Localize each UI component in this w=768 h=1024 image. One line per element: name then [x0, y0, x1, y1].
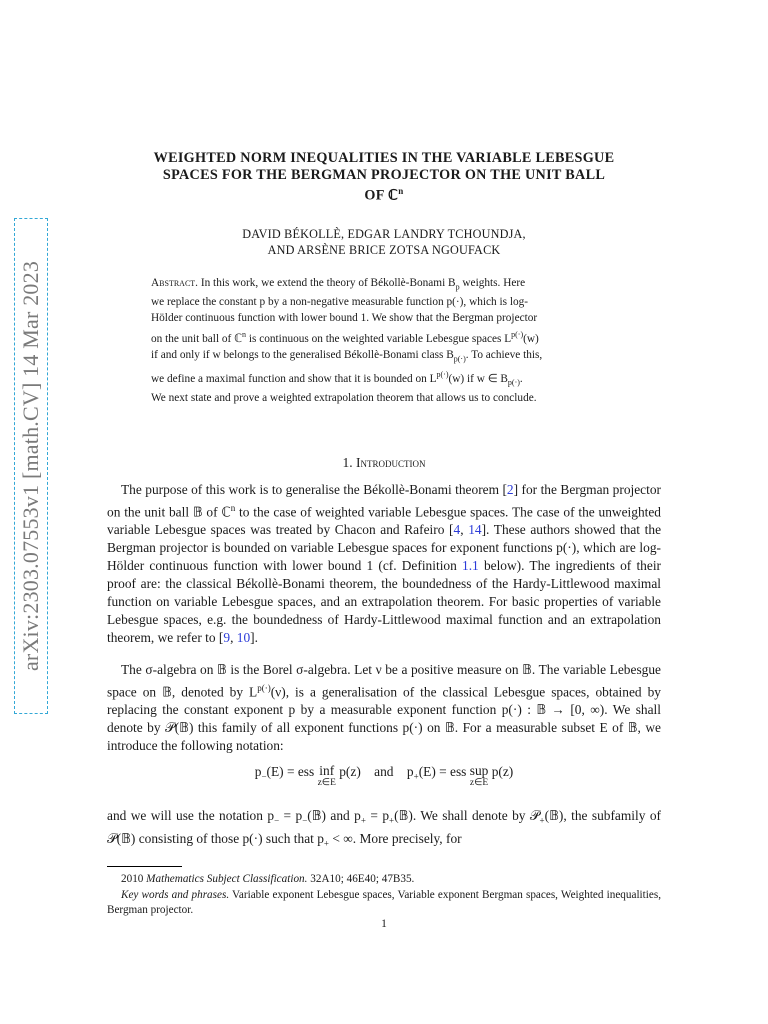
section-heading-introduction: 1. Introduction — [342, 455, 426, 470]
paragraph-3: and we will use the notation $p_-$ = $p_-(𝔹)$ and $p_+$ = $p_+(𝔹)$. We shall denote by 𝒫$_+$(𝔹), the subfamily of 𝒫(𝔹) consisting of those p(·) such that $p_+$ < ∞. More precisely, for — [107, 808, 661, 849]
title-line-2: SPACES FOR THE BERGMAN PROJECTOR ON THE UNIT BALL — [162, 166, 606, 183]
footnote-keywords: Key words and phrases. Variable exponent Lebesgue spaces, Variable exponent Bergman spaces, Weighted inequalities, Bergman projector. — [107, 888, 661, 916]
arxiv-identifier-box[interactable] — [14, 218, 48, 714]
citation-link[interactable]: 2 — [506, 482, 514, 497]
abstract-label: Abstract. — [151, 277, 198, 289]
abstract: Abstract. In this work, we extend the theory of Békollè-Bonami $B_p$ weights. Here we replace the constant p by a non-negative measurable function p(·), which is log- Hölder continuous function with lower bound 1. We show that the Bergman projector on the unit ball of ℂ$^n$ is continuous on the weighted variable Lebesgue spaces $L^{p(\cdot)}(w)$ if and only if w belongs to the generalised Békollè-Bonami class $B_{p(\cdot)}$. To achieve this, we define a maximal function and show that it is bounded on $L^{p(\cdot)}(w)$ if w ∈ $B_{p(\cdot)}$. We next state and prove a weighted extrapolation theorem that allows us to conclude. — [151, 277, 543, 404]
definition-link[interactable]: 1.1 — [462, 558, 479, 574]
citation-link[interactable]: 10 — [236, 630, 251, 646]
paragraph-1: The purpose of this work is to generalise the Békollè-Bonami theorem [2] for the Bergman projector on the unit ball 𝔹 of ℂ$^n$ to the case of weighted variable Lebesgue spaces. The case of the unweighted variable Lebesgue spaces was treated by Chacon and Rafeiro [4, 14]. These authors showed that the Bergman projector is bounded on variable Lebesgue spaces for exponent functions p(·), which are log-Hölder continuous function with lower bound 1 (cf. Definition 1.1 below). The ingredients of their proof are: the classical Békollè-Bonami theorem, the boundedness of the Hardy-Littlewood maximal function on variable Lebesgue spaces, and an extrapolation theorem. For basic properties of variable Lebesgue spaces, e.g. the boundedness of Hardy-Littlewood maximal function and an extrapolation theorem, we refer to [9, 10]. — [107, 482, 662, 646]
title-line-1: WEIGHTED NORM INEQUALITIES IN THE VARIABLE LEBESGUE — [153, 150, 615, 166]
display-equation: $p_-(E)$ = ess inf z∈E p(z) and $p_+(E)$ = ess sup z∈E p(z) — [254, 763, 514, 788]
paper-title — [100, 150, 668, 204]
citation-link[interactable]: 4 — [453, 522, 461, 538]
authors-line-1: DAVID BÉKOLLÈ, EDGAR LANDRY TCHOUNDJA, — [242, 227, 526, 241]
page-number: 1 — [381, 918, 387, 930]
title-line-3: OF ℂ$^n$ — [364, 186, 404, 204]
paragraph-2: The σ-algebra on 𝔹 is the Borel σ-algebra. Let ν be a positive measure on 𝔹. The variable Lebesgue space on 𝔹, denoted by $L^{p(\cdot)}(\nu)$, is a generalisation of the classical Lebesgue spaces, obtained by replacing the constant exponent p by a measurable exponent function p(·) : 𝔹 → [0, ∞). We shall denote by 𝒫(𝔹) this family of all exponent functions p(·) on 𝔹. For a measurable subset E of 𝔹, we introduce the following notation: — [107, 662, 661, 754]
authors-line-2: AND ARSÈNE BRICE ZOTSA NGOUFACK — [267, 242, 501, 257]
arxiv-identifier: arXiv:2303.07553v1 [math.CV] 14 Mar 2023 — [18, 260, 43, 672]
citation-link[interactable]: 14 — [468, 522, 482, 538]
footnote-rule — [107, 866, 182, 867]
citation-link[interactable]: 9 — [223, 630, 231, 646]
footnote-msc: 2010 Mathematics Subject Classification. 32A10; 46E40; 47B35. — [121, 873, 415, 885]
author-list — [100, 227, 668, 258]
footnote — [107, 872, 661, 919]
